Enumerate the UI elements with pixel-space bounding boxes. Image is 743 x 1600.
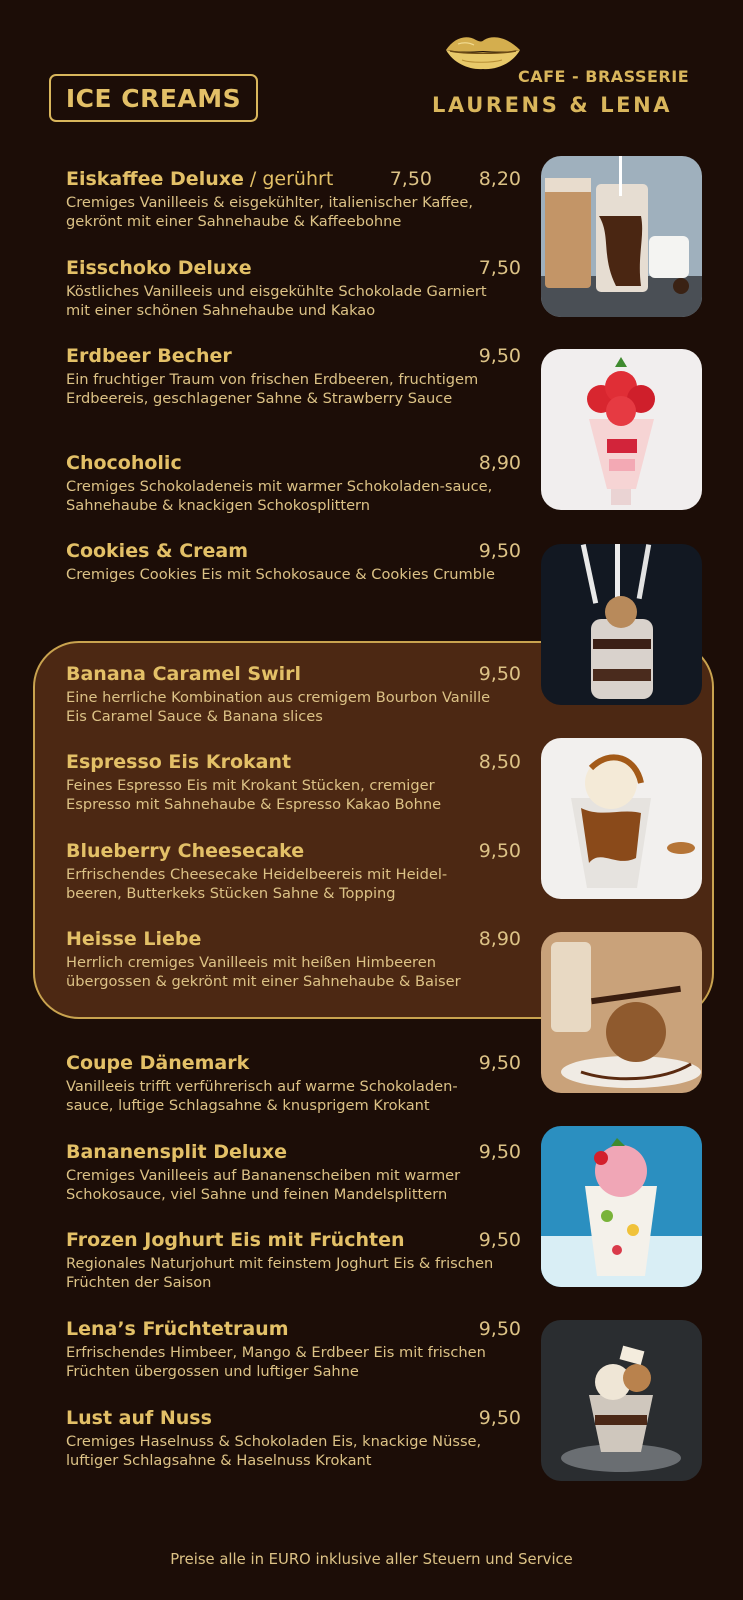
item-description: Erfrischendes Himbeer, Mango & Erdbeer Eis mit frischen Früchten übergossen und luftiger Sahne	[66, 1344, 486, 1380]
item-name: Coupe Dänemark	[66, 1052, 250, 1074]
item-description: Eine herrliche Kombination aus cremigem Bourbon Vanille Eis Caramel Sauce & Banana slices	[66, 689, 491, 725]
item-name: Heisse Liebe	[66, 928, 202, 950]
item-description: Köstliches Vanilleeis und eisgekühlte Schokolade Garniert mit einer schönen Sahnehaube und Kakao	[66, 283, 487, 319]
item-price: 9,50	[478, 840, 521, 862]
item-name: Chocoholic	[66, 452, 182, 474]
brand-name: LAURENS & LENA	[432, 93, 673, 117]
item-price-alt: 8,20	[478, 168, 521, 190]
item-price: 9,50	[478, 1052, 521, 1074]
price-note: Preise alle in EURO inklusive aller Steuern und Service	[170, 1551, 573, 1568]
item-name: Frozen Joghurt Eis mit Früchten	[66, 1229, 405, 1251]
item-name: Eisschoko Deluxe	[66, 257, 252, 279]
item-description: Cremiges Schokoladeneis mit warmer Schokoladen-sauce, Sahnehaube & knackigen Schokosplittern	[66, 478, 493, 514]
item-price: 9,50	[478, 1407, 521, 1429]
item-price: 7,50	[389, 168, 432, 190]
iced-coffee-photo	[541, 156, 702, 317]
item-name: Banana Caramel Swirl	[66, 663, 302, 685]
item-price: 7,50	[478, 257, 521, 279]
item-price: 9,50	[478, 540, 521, 562]
item-description: Ein fruchtiger Traum von frischen Erdbeeren, fruchtigem Erdbeereis, geschlagener Sahne & Strawberry Sauce	[66, 371, 479, 407]
cookies-cream-photo	[541, 544, 702, 705]
item-description: Cremiges Vanilleeis & eisgekühlter, italienischer Kaffee, gekrönt mit einer Sahnehaube & Kaffeebohne	[66, 194, 474, 230]
banana-caramel-photo	[541, 738, 702, 899]
item-name: Lust auf Nuss	[66, 1407, 212, 1429]
item-name: Eiskaffee Deluxe / gerührt	[66, 168, 334, 190]
heisse-liebe-photo	[541, 932, 702, 1093]
item-description: Cremiges Cookies Eis mit Schokosauce & Cookies Crumble	[66, 566, 496, 583]
nut-sundae-photo	[541, 1320, 702, 1481]
item-price: 8,90	[478, 452, 521, 474]
item-name: Erdbeer Becher	[66, 345, 232, 367]
item-price: 9,50	[478, 663, 521, 685]
item-description: Regionales Naturjohurt mit feinstem Joghurt Eis & frischen Früchten der Saison	[66, 1255, 494, 1291]
item-price: 8,50	[478, 751, 521, 773]
item-description: Cremiges Haselnuss & Schokoladen Eis, knackige Nüsse, luftiger Schlagsahne & Haselnuss Krokant	[66, 1433, 482, 1469]
item-price: 9,50	[478, 1141, 521, 1163]
item-description: Erfrischendes Cheesecake Heidelbeereis mit Heidel-beeren, Butterkeks Stücken Sahne & Topping	[66, 866, 448, 902]
item-description: Feines Espresso Eis mit Krokant Stücken, cremiger Espresso mit Sahnehaube & Espresso Kakao Bohne	[66, 777, 442, 813]
item-name: Blueberry Cheesecake	[66, 840, 305, 862]
item-description: Vanilleeis trifft verführerisch auf warme Schokoladen-sauce, luftige Schlagsahne & knusprigem Krokant	[66, 1078, 458, 1114]
item-price: 9,50	[478, 345, 521, 367]
strawberry-sundae-photo	[541, 349, 702, 510]
item-variant: / gerührt	[243, 168, 334, 190]
item-description: Herrlich cremiges Vanilleeis mit heißen Himbeeren übergossen & gekrönt mit einer Sahnehaube & Baiser	[66, 954, 461, 990]
item-price: 8,90	[478, 928, 521, 950]
item-name: Cookies & Cream	[66, 540, 249, 562]
item-name: Lena’s Früchtetraum	[66, 1318, 289, 1340]
page-title: ICE CREAMS	[49, 74, 258, 122]
item-description: Cremiges Vanilleeis auf Bananenscheiben mit warmer Schokosauce, viel Sahne und feinen Mandelsplittern	[66, 1167, 461, 1203]
brand-logo	[430, 30, 710, 120]
brand-subtitle: CAFE - BRASSERIE	[518, 67, 690, 86]
fruit-sundae-photo	[541, 1126, 702, 1287]
item-price: 9,50	[478, 1318, 521, 1340]
item-price: 9,50	[478, 1229, 521, 1251]
item-name: Espresso Eis Krokant	[66, 751, 292, 773]
lips-icon	[444, 32, 522, 72]
item-name: Bananensplit Deluxe	[66, 1141, 288, 1163]
